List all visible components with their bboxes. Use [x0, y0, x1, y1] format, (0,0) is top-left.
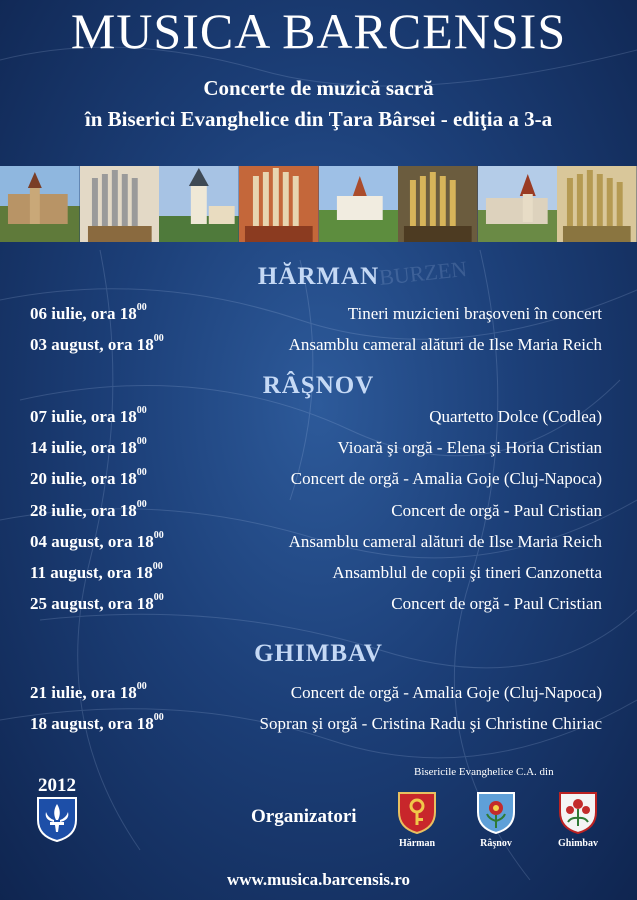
event-date: 28 iulie, ora $18^{00}$	[30, 499, 147, 520]
harman-crest-icon	[396, 790, 438, 834]
rasnov-crest-icon	[475, 790, 517, 834]
ghimbav-crest-icon	[557, 790, 599, 834]
ghimbav-crest-label: Ghimbav	[557, 838, 598, 849]
event-date: 04 august, ora $18^{00}$	[30, 530, 164, 551]
event-row	[30, 469, 602, 493]
event-date: 11 august, ora $18^{00}$	[30, 561, 163, 582]
page-title: MUSICA BARCENSIS	[70, 3, 567, 59]
church-tower-photo	[159, 166, 239, 242]
village-church-photo	[319, 166, 399, 242]
harman-crest-label: Hărman	[398, 838, 436, 849]
event-date: 25 august, ora $18^{00}$	[30, 592, 164, 613]
fortress-church-photo	[478, 166, 558, 242]
event-row	[30, 438, 602, 462]
event-date: 20 iulie, ora $18^{00}$	[30, 467, 147, 488]
event-description: Concert de orgă - Amalia Goje (Cluj-Napoca)	[290, 683, 602, 702]
organ-photo	[80, 166, 160, 242]
edition-year: 2012	[38, 775, 76, 796]
event-row	[30, 714, 602, 738]
section-title-harman: HĂRMAN	[257, 263, 380, 290]
event-description: Ansamblu cameral alături de Ilse Maria Reich	[288, 335, 602, 354]
website-link[interactable]: www.musica.barcensis.ro	[226, 870, 411, 889]
event-date: 07 iulie, ora $18^{00}$	[30, 405, 147, 426]
event-date: 03 august, ora $18^{00}$	[30, 333, 164, 354]
organizers-label: Organizatori	[251, 806, 357, 827]
subtitle-line-1: Concerte de muzică sacră	[203, 76, 434, 100]
event-description: Ansamblul de copii şi tineri Canzonetta	[332, 563, 602, 582]
organ-gold-photo	[398, 166, 478, 242]
event-description: Concert de orgă - Paul Cristian	[391, 594, 602, 613]
event-date: 18 august, ora $18^{00}$	[30, 712, 164, 733]
fortified-church-photo	[0, 166, 80, 242]
fleur-de-lis-shield-icon	[34, 796, 80, 842]
event-row	[30, 304, 602, 328]
event-row	[30, 407, 602, 431]
event-row	[30, 563, 602, 587]
section-title-ghimbav: GHIMBAV	[254, 640, 383, 667]
photo-strip	[0, 166, 637, 242]
event-description: Concert de orgă - Amalia Goje (Cluj-Napoca)	[290, 469, 602, 488]
event-row	[30, 532, 602, 556]
event-description: Quartetto Dolce (Codlea)	[429, 407, 602, 426]
event-row	[30, 594, 602, 618]
event-row	[30, 683, 602, 707]
organizers-caption: Bisericile Evanghelice C.A. din	[414, 766, 554, 778]
svg-text:BURZEN: BURZEN	[377, 255, 469, 290]
organ-pipes-photo	[557, 166, 637, 242]
ornate-organ-photo	[239, 166, 319, 242]
event-date: 14 iulie, ora $18^{00}$	[30, 436, 147, 457]
event-date: 21 iulie, ora $18^{00}$	[30, 681, 147, 702]
event-description: Ansamblu cameral alături de Ilse Maria Reich	[288, 532, 602, 551]
event-row	[30, 335, 602, 359]
event-row	[30, 501, 602, 525]
event-description: Concert de orgă - Paul Cristian	[391, 501, 602, 520]
event-description: Vioară şi orgă - Elena şi Horia Cristian	[337, 438, 602, 457]
section-title-rasnov: RÂŞNOV	[262, 372, 375, 399]
event-date: 06 iulie, ora $18^{00}$	[30, 302, 147, 323]
event-description: Sopran şi orgă - Cristina Radu şi Christine Chiriac	[259, 714, 602, 733]
subtitle-line-2: în Biserici Evanghelice din Ţara Bârsei - ediţia a 3-a	[84, 107, 553, 131]
event-description: Tineri muzicieni braşoveni în concert	[347, 304, 602, 323]
rasnov-crest-label: Râşnov	[480, 838, 512, 849]
